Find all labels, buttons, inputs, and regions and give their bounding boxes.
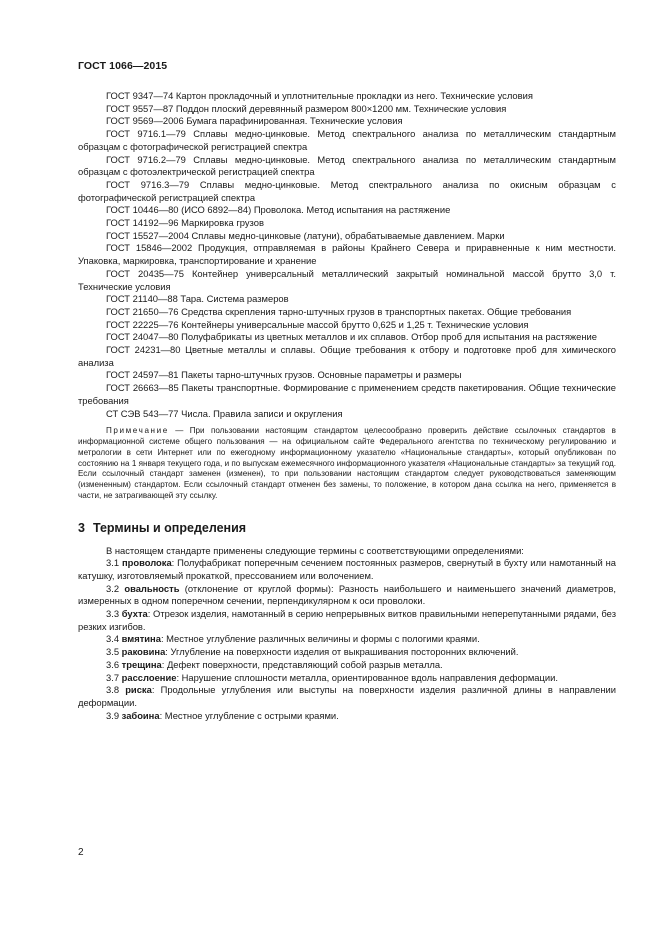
reference-item: ГОСТ 9716.2—79 Сплавы медно-цинковые. Метод спектрального анализа по металлическим стандартным образцам с фотоэлектрической регистрацией спектра — [78, 153, 616, 178]
term-number: 3.9 — [106, 709, 120, 721]
section-number: 3 — [78, 520, 85, 535]
page-body — [78, 90, 616, 722]
term-definition: : Продольные углубления или выступы на поверхности изделия различной длины в направлении деформации. — [78, 684, 616, 708]
term-name: забоина — [121, 709, 160, 721]
note-label: Примечание — [106, 426, 169, 436]
term-name: проволока — [121, 557, 172, 569]
term-number: 3.7 — [106, 671, 120, 683]
terms-list — [78, 557, 616, 722]
term-name: раковина — [121, 646, 166, 658]
section-heading — [78, 522, 616, 535]
term-entry — [78, 659, 616, 672]
term-number: 3.8 — [106, 684, 120, 696]
term-name: трещина — [121, 658, 162, 670]
reference-item: ГОСТ 26663—85 Пакеты транспортные. Формирование с применением средств пакетирования. Общие технические требования — [78, 382, 616, 406]
term-entry — [78, 557, 616, 582]
term-definition: (отклонение от круглой формы): Разность наибольшего и наименьшего значений диаметров, измеренных в одном поперечном сечении, перпендикулярном к оси проволоки. — [78, 582, 616, 607]
reference-item: ГОСТ 9716.3—79 Сплавы медно-цинковые. Метод спектрального анализа по окисным образцам с фотографической регистрацией спектра — [78, 178, 616, 203]
reference-item: ГОСТ 15527—2004 Сплавы медно-цинковые (латуни), обрабатываемые давлением. Марки — [106, 229, 505, 241]
reference-item: ГОСТ 14192—96 Маркировка грузов — [106, 217, 264, 229]
references-list — [78, 90, 616, 420]
reference-item: ГОСТ 10446—80 (ИСО 6892—84) Проволока. Метод испытания на растяжение — [106, 204, 451, 216]
term-entry — [78, 633, 616, 646]
reference-item: ГОСТ 24047—80 Полуфабрикаты из цветных металлов и их сплавов. Отбор проб для испытания на растяжение — [106, 331, 598, 343]
section-intro: В настоящем стандарте применены следующие термины с соответствующими определениями: — [106, 544, 524, 556]
term-definition: : Отрезок изделия, намотанный в серию непрерывных витков правильными неперепутанными рядами, без резких изгибов. — [78, 608, 616, 632]
reference-item: ГОСТ 21140—88 Тара. Система размеров — [106, 293, 289, 305]
reference-item: ГОСТ 9557—87 Поддон плоский деревянный размером 800×1200 мм. Технические условия — [106, 102, 507, 114]
reference-item: ГОСТ 20435—75 Контейнер универсальный металлический закрытый номинальной массой брутто 3,0 т. Технические условия — [78, 267, 616, 292]
term-entry — [78, 646, 616, 659]
term-definition: : Углубление на поверхности изделия от выкрашивания посторонних включений. — [165, 646, 519, 658]
term-name: расслоение — [121, 671, 177, 683]
reference-item: ГОСТ 9716.1—79 Сплавы медно-цинковые. Метод спектрального анализа по металлическим стандартным образцам с фотографической регистрацией спектра — [78, 128, 616, 152]
term-number: 3.4 — [106, 633, 120, 645]
term-definition: : Местное углубление различных величины и формы с пологими краями. — [160, 633, 480, 645]
reference-item: ГОСТ 9569—2006 Бумага парафинированная. Технические условия — [106, 115, 403, 127]
term-definition: : Полуфабрикат поперечным сечением постоянных размеров, свернутый в бухту или намотанный на катушку, изготовляемый прокаткой, прессованием или волочением. — [78, 557, 617, 581]
term-number: 3.6 — [106, 658, 120, 670]
section-title: Термины и определения — [92, 520, 247, 535]
reference-item: ГОСТ 21650—76 Средства скрепления тарно-штучных грузов в транспортных пакетах. Общие требования — [106, 305, 572, 317]
reference-item: ГОСТ 22225—76 Контейнеры универсальные массой брутто 0,625 и 1,25 т. Технические условия — [106, 318, 529, 330]
term-name: вмятина — [121, 633, 161, 645]
term-name: овальность — [124, 582, 180, 594]
term-entry — [78, 608, 616, 633]
term-entry — [78, 583, 616, 608]
reference-item: ГОСТ 15846—2002 Продукция, отправляемая в районы Крайнего Севера и приравненные к ним местности. Упаковка, маркировка, транспортирование и хранение — [78, 242, 616, 267]
term-definition: : Дефект поверхности, представляющий собой разрыв металла. — [161, 658, 443, 670]
term-name: бухта — [121, 608, 148, 620]
document-header: ГОСТ 1066—2015 — [78, 60, 168, 72]
reference-item: ГОСТ 9347—74 Картон прокладочный и уплотнительные прокладки из него. Технические условия — [106, 90, 533, 101]
term-number: 3.1 — [106, 557, 120, 569]
term-number: 3.5 — [106, 646, 120, 658]
note-paragraph — [78, 426, 616, 502]
term-definition: : Нарушение сплошности металла, ориентированное вдоль направления деформации. — [176, 671, 558, 683]
term-number: 3.2 — [106, 582, 120, 594]
term-entry — [78, 684, 616, 709]
page-number: 2 — [78, 847, 84, 858]
reference-item: ГОСТ 24231—80 Цветные металлы и сплавы. Общие требования к отбору и подготовке проб для химического анализа — [78, 344, 616, 368]
term-name: риска — [125, 684, 152, 696]
term-entry — [78, 672, 616, 685]
reference-item: СТ СЭВ 543—77 Числа. Правила записи и округления — [106, 407, 343, 419]
reference-item: ГОСТ 24597—81 Пакеты тарно-штучных грузов. Основные параметры и размеры — [106, 369, 462, 381]
term-entry — [78, 710, 616, 723]
note-text: — При пользовании настоящим стандартом целесообразно проверить действие ссылочных стандартов в информационной системе общего пользования — на официальном сайте Федерального агентства по техническому регулированию и метрологии в сети Интернет или по ежегодному информационному указателю «Национальные стандарты», который опубликован по состоянию на 1 января текущего года, и по выпускам ежемесячного информационного указателя «Национальные стандарты» за текущий год. Если ссылочный стандарт заменен (изменен), то при пользовании настоящим стандартом следует руководствоваться заменяющим (измененным) стандартом. Если ссылочный стандарт отменен без замены, то положение, в котором дана ссылка на него, применяется в части, не затрагивающей эту ссылку. — [78, 426, 616, 501]
term-definition: : Местное углубление с острыми краями. — [159, 709, 339, 721]
term-number: 3.3 — [106, 608, 120, 620]
